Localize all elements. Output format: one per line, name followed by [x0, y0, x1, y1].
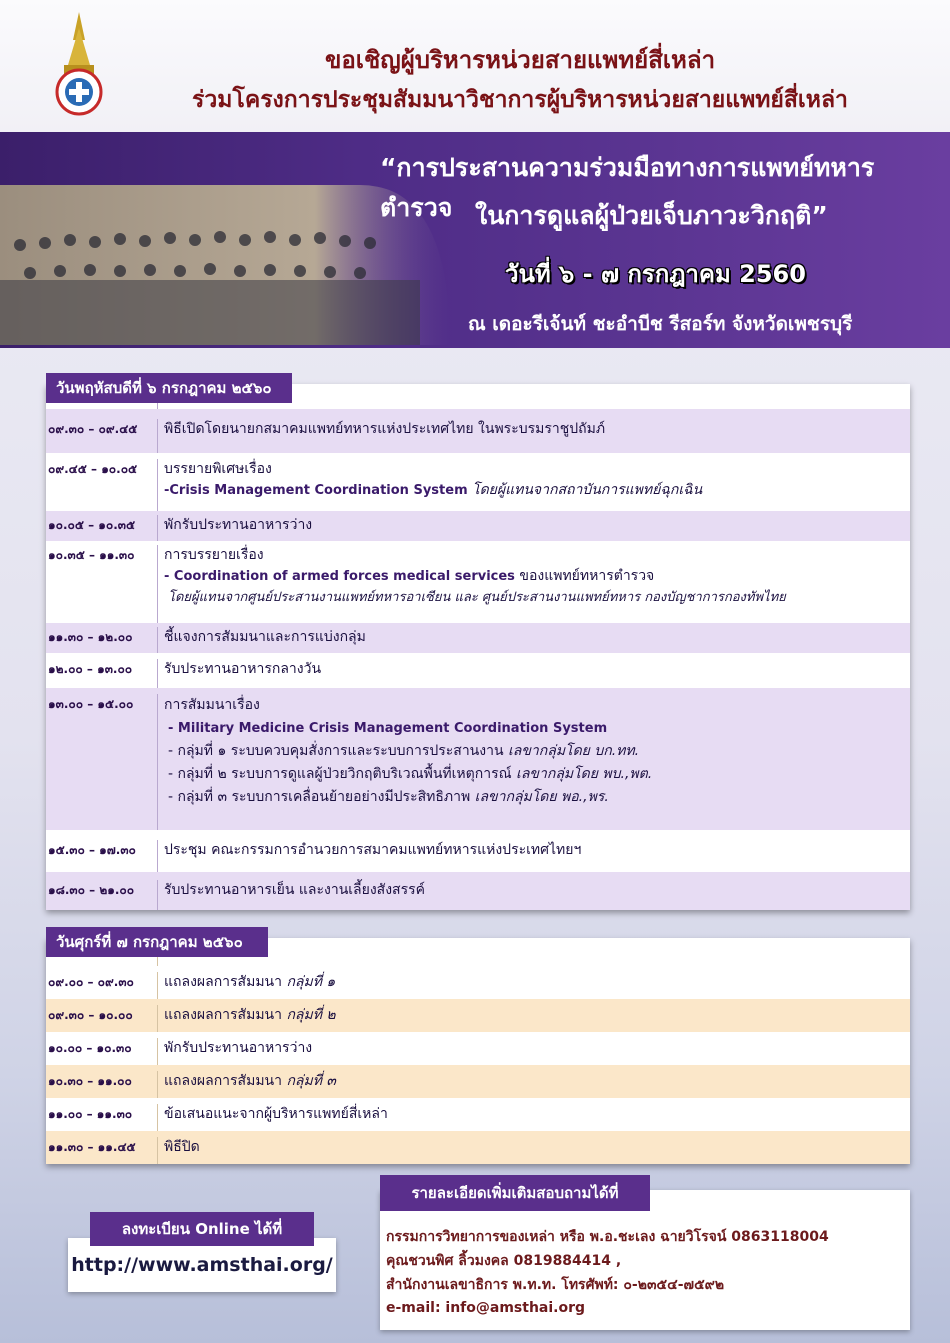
association-crest-icon — [52, 10, 106, 122]
time-cell: ๑๘.๓๐ – ๒๑.๐๐ — [46, 880, 158, 910]
register-tab: ลงทะเบียน Online ได้ที่ — [90, 1212, 314, 1246]
table-row: ๑๘.๓๐ – ๒๑.๐๐ รับประทานอาหารเย็น และงานเลี้ยงสังสรรค์ — [46, 872, 910, 910]
table-row: ๐๙.๔๕ – ๑๐.๐๕ บรรยายพิเศษเรื่อง -Crisis Management Coordination System โดยผู้แทนจากสถาบันการแพทย์ฉุกเฉิน — [46, 453, 910, 511]
invite-line-2: ร่วมโครงการประชุมสัมมนาวิชาการผู้บริหารหน่วยสายแพทย์สี่เหล่า — [192, 87, 848, 113]
time-cell: ๑๒.๐๐ – ๑๓.๐๐ — [46, 659, 158, 688]
contact-tab: รายละเอียดเพิ่มเติมสอบถามได้ที่ — [380, 1175, 650, 1211]
time-cell: ๐๙.๓๐ – ๐๙.๔๕ — [46, 419, 158, 453]
conference-title-line-1: “การประสานความร่วมมือทางการแพทย์ทหารตำรวจ — [380, 153, 875, 222]
table-row: ๑๑.๓๐ – ๑๑.๔๕ พิธีปิด — [46, 1131, 910, 1164]
day2-schedule — [46, 938, 910, 1164]
time-cell: ๐๙.๐๐ – ๐๙.๓๐ — [46, 972, 158, 999]
contact-line-1: กรรมการวิทยาการของเหล่า หรือ พ.อ.ชะเลง ฉายวิโรจน์ 0863118004 — [386, 1229, 829, 1245]
time-cell: ๑๑.๓๐ – ๑๑.๔๕ — [46, 1137, 158, 1164]
conference-venue: ณ เดอะรีเจ้นท์ ชะอำบีช รีสอร์ท จังหวัดเพชรบุรี — [468, 313, 853, 335]
conference-date: วันที่ ๖ - ๗ กรกฎาคม 2560 — [505, 260, 806, 288]
time-cell: ๑๐.๓๐ – ๑๑.๐๐ — [46, 1071, 158, 1098]
day2-tab: วันศุกร์ที่ ๗ กรกฎาคม ๒๕๖๐ — [46, 927, 268, 957]
conference-title-line-2: ในการดูแลผู้ป่วยเจ็บภาวะวิกฤติ” — [475, 201, 828, 230]
table-row: ๑๐.๐๐ – ๑๐.๓๐ พักรับประทานอาหารว่าง — [46, 1032, 910, 1065]
table-row: ๑๑.๓๐ – ๑๒.๐๐ ชี้แจงการสัมมนาและการแบ่งกลุ่ม — [46, 623, 910, 653]
contact-line-2: คุณชวนพิศ ลิ้วมงคล 0819884414 , — [386, 1253, 622, 1269]
time-cell: ๑๐.๓๕ – ๑๑.๓๐ — [46, 545, 158, 623]
register-box — [68, 1238, 336, 1292]
table-row: ๐๙.๓๐ – ๑๐.๐๐ แถลงผลการสัมมนา กลุ่มที่ ๒ — [46, 999, 910, 1032]
time-cell: ๐๙.๔๕ – ๑๐.๐๕ — [46, 459, 158, 511]
register-url-link[interactable]: http://www.amsthai.org/ — [71, 1254, 333, 1276]
table-row: ๑๐.๓๐ – ๑๑.๐๐ แถลงผลการสัมมนา กลุ่มที่ ๓ — [46, 1065, 910, 1098]
day1-tab: วันพฤหัสบดีที่ ๖ กรกฎาคม ๒๕๖๐ — [46, 373, 292, 403]
table-row: ๑๓.๐๐ – ๑๕.๐๐ การสัมมนาเรื่อง - Military Medicine Crisis Management Coordination System - กลุ่มที่ ๑ ระบบควบคุมสั่งการและระบบการประสานงาน เลขากลุ่มโดย บก.ทท. - กลุ่มที่ ๒ ระบบการดูแลผู้ป่วยวิกฤติบริเวณพื้นที่เหตุการณ์ เลขากลุ่มโดย พบ.,พต. - กลุ่มที่ ๓ ระบบการเคลื่อนย้ายอย่างมีประสิทธิภาพ เลขากลุ่มโดย พอ.,พร. — [46, 688, 910, 830]
table-row: ๑๐.๐๕ – ๑๐.๓๕ พักรับประทานอาหารว่าง — [46, 511, 910, 541]
time-cell: ๑๓.๐๐ – ๑๕.๐๐ — [46, 694, 158, 830]
table-row: ๑๐.๓๕ – ๑๑.๓๐ การบรรยายเรื่อง - Coordination of armed forces medical services ของแพทย์ทหารตำรวจ โดยผู้แทนจากศูนย์ประสานงานแพทย์ทหารอาเซียน และ ศูนย์ประสานงานแพทย์ทหาร กองบัญชาการกองทัพไทย — [46, 541, 910, 623]
day1-schedule — [46, 384, 910, 910]
time-cell: ๑๐.๐๕ – ๑๐.๓๕ — [46, 515, 158, 541]
time-cell: ๑๕.๓๐ – ๑๗.๓๐ — [46, 840, 158, 872]
time-cell: ๑๑.๓๐ – ๑๒.๐๐ — [46, 627, 158, 653]
contact-email[interactable]: e-mail: info@amsthai.org — [386, 1300, 586, 1316]
time-cell: ๑๐.๐๐ – ๑๐.๓๐ — [46, 1038, 158, 1065]
time-cell: ๐๙.๓๐ – ๑๐.๐๐ — [46, 1005, 158, 1032]
contact-line-3: สำนักงานเลขาธิการ พ.ท.ท. โทรศัพท์: ๐-๒๓๕๔-๗๕๙๒ — [386, 1277, 725, 1293]
table-row: ๐๙.๐๐ – ๐๙.๓๐ แถลงผลการสัมมนา กลุ่มที่ ๑ — [46, 966, 910, 999]
table-row: ๑๑.๐๐ – ๑๑.๓๐ ข้อเสนอแนะจากผู้บริหารแพทย์สี่เหล่า — [46, 1098, 910, 1131]
contact-box — [380, 1190, 910, 1330]
header-band — [0, 0, 950, 132]
table-row: ๑๒.๐๐ – ๑๓.๐๐ รับประทานอาหารกลางวัน — [46, 653, 910, 688]
table-row: ๐๙.๓๐ – ๐๙.๔๕ พิธีเปิดโดยนายกสมาคมแพทย์ทหารแห่งประเทศไทย ในพระบรมราชูปถัมภ์ — [46, 409, 910, 453]
time-cell: ๑๑.๐๐ – ๑๑.๓๐ — [46, 1104, 158, 1131]
table-row: ๑๕.๓๐ – ๑๗.๓๐ ประชุม คณะกรรมการอำนวยการสมาคมแพทย์ทหารแห่งประเทศไทยฯ — [46, 830, 910, 872]
invite-line-1: ขอเชิญผู้บริหารหน่วยสายแพทย์สี่เหล่า — [324, 46, 716, 74]
